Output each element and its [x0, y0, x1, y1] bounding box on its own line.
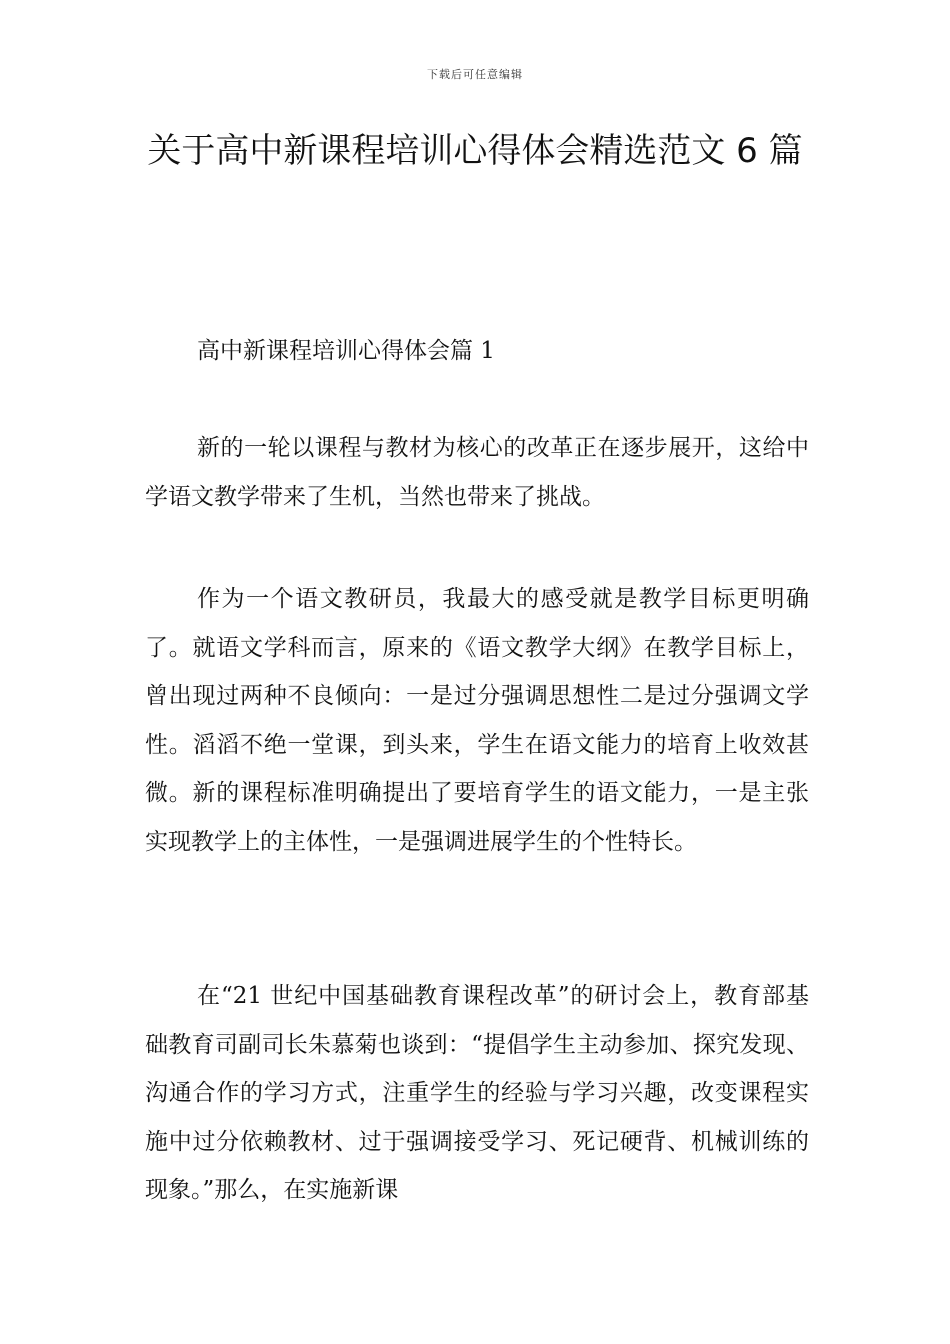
document-title: 关于高中新课程培训心得体会精选范文 6 篇	[147, 131, 803, 171]
body-paragraph: 新的一轮以课程与教材为核心的改革正在逐步展开，这给中学语文教学带来了生机，当然也带来了挑战。	[145, 435, 809, 510]
header-note: 下载后可任意编辑	[427, 68, 523, 81]
body-paragraph: 在“21 世纪中国基础教育课程改革”的研讨会上，教育部基础教育司副司长朱慕菊也谈到：“提倡学生主动参加、探究发现、沟通合作的学习方式，注重学生的经验与学习兴趣，改变课程实施中过分依赖教材、过于强调接受学习、死记硬背、机械训练的现象。”那么，在实施新课	[145, 983, 809, 1203]
section-heading: 高中新课程培训心得体会篇 1	[197, 338, 495, 364]
body-paragraph: 作为一个语文教研员，我最大的感受就是教学目标更明确了。就语文学科而言，原来的《语文教学大纲》在教学目标上，曾出现过两种不良倾向：一是过分强调思想性二是过分强调文学性。滔滔不绝一堂课，到头来，学生在语文能力的培育上收效甚微。新的课程标准明确提出了要培育学生的语文能力，一是主张实现教学上的主体性，一是强调进展学生的个性特长。	[145, 586, 809, 855]
